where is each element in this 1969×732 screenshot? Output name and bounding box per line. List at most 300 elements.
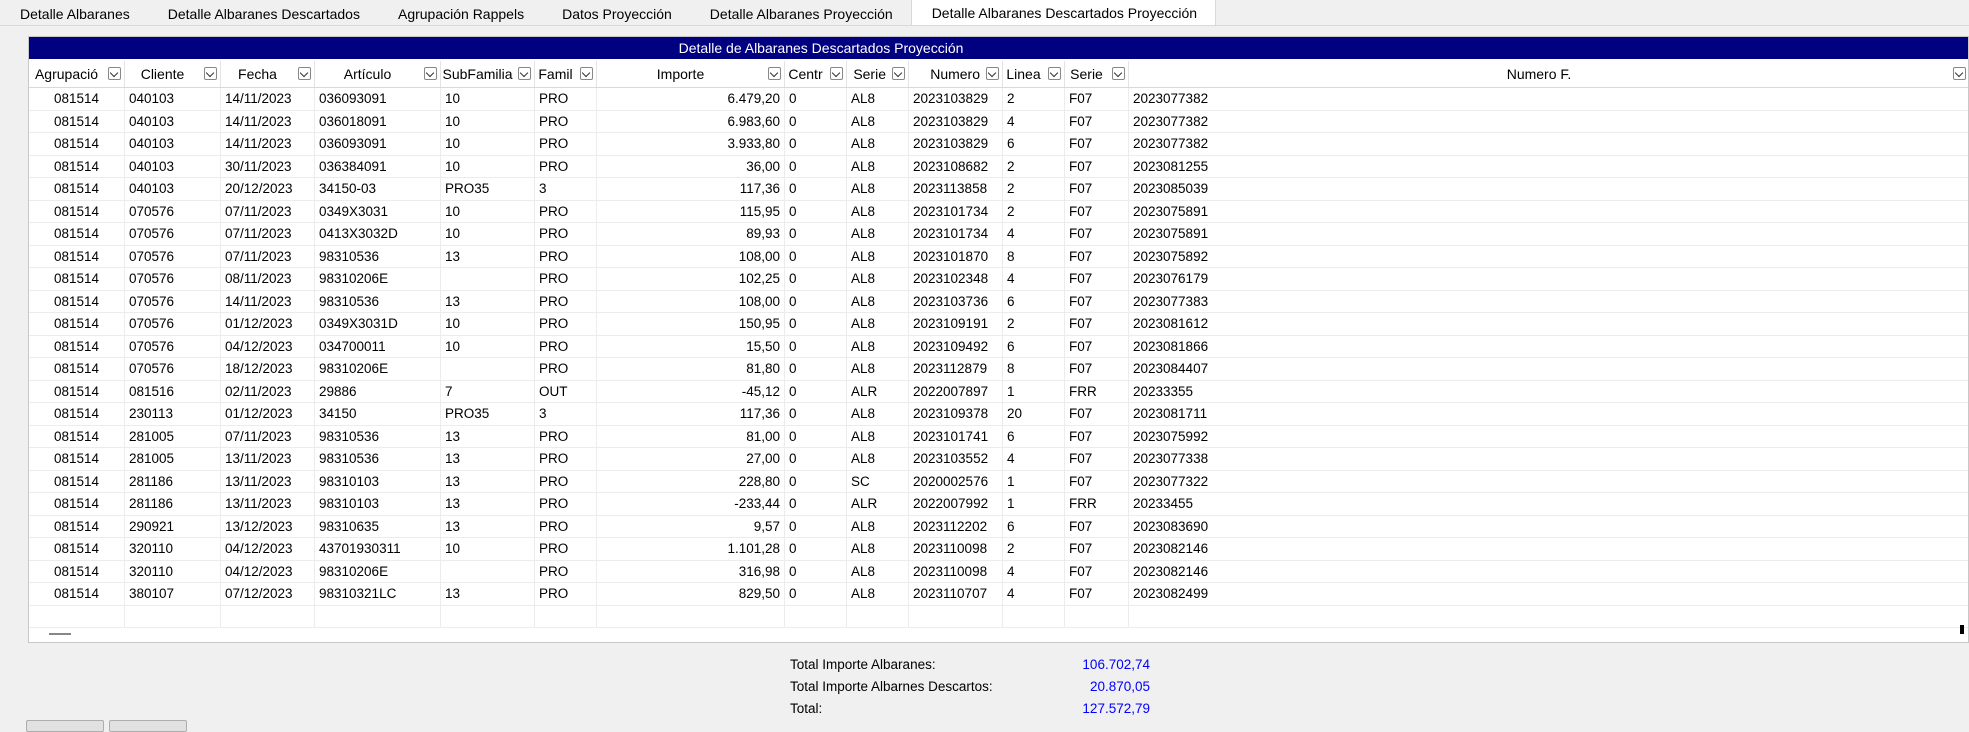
cell-cliente[interactable]: 320110 [125,538,221,561]
cell-numero[interactable]: 2023112879 [909,358,1003,381]
cell-subfamilia[interactable]: 13 [441,426,535,449]
cell-cliente[interactable]: 070576 [125,313,221,336]
cell-cliente[interactable]: 040103 [125,156,221,179]
cell-cliente[interactable]: 070576 [125,223,221,246]
cell-importe[interactable]: 829,50 [597,583,785,606]
cell-linea[interactable]: 2 [1003,313,1065,336]
cell-familia[interactable]: PRO [535,88,597,111]
cell-serie[interactable]: AL8 [847,313,909,336]
tab-5[interactable]: Detalle Albaranes Proyección [709,6,893,22]
grid-body[interactable] [29,88,1968,628]
table-row[interactable] [29,156,1968,179]
cell-articulo[interactable]: 98310103 [315,493,441,516]
cell-articulo[interactable]: 98310206E [315,561,441,584]
cell-serie[interactable]: AL8 [847,583,909,606]
cell-fecha[interactable]: 13/12/2023 [221,516,315,539]
cell-centro[interactable]: 0 [785,246,847,269]
cell-fecha[interactable]: 07/11/2023 [221,426,315,449]
cell-importe[interactable]: 15,50 [597,336,785,359]
cell-articulo[interactable]: 036018091 [315,111,441,134]
cell-centro[interactable]: 0 [785,88,847,111]
cell-centro[interactable]: 0 [785,111,847,134]
cell-numerof[interactable]: 2023077382 [1129,88,1969,111]
cell-importe[interactable]: 81,80 [597,358,785,381]
cell-linea[interactable]: 4 [1003,223,1065,246]
cell-fecha[interactable]: 14/11/2023 [221,88,315,111]
cell-familia[interactable]: PRO [535,313,597,336]
cell-centro[interactable]: 0 [785,201,847,224]
filter-dropdown-icon[interactable] [1048,67,1061,80]
cell-centro[interactable]: 0 [785,268,847,291]
cell-cliente[interactable]: 040103 [125,178,221,201]
cell-linea[interactable]: 20 [1003,403,1065,426]
cell-serief[interactable]: F07 [1065,88,1129,111]
empty-cell[interactable] [1129,606,1969,629]
table-row[interactable] [29,133,1968,156]
empty-cell[interactable] [125,606,221,629]
cell-serie[interactable]: AL8 [847,291,909,314]
table-row[interactable] [29,538,1968,561]
filter-dropdown-icon[interactable] [204,67,217,80]
cell-numero[interactable]: 2023101734 [909,223,1003,246]
cell-serie[interactable]: AL8 [847,156,909,179]
cell-agrupacion[interactable]: 081514 [29,201,125,224]
cell-serief[interactable]: F07 [1065,471,1129,494]
cell-agrupacion[interactable]: 081514 [29,133,125,156]
cell-agrupacion[interactable]: 081514 [29,223,125,246]
cell-numerof[interactable]: 2023082146 [1129,561,1969,584]
cell-cliente[interactable]: 070576 [125,268,221,291]
cell-articulo[interactable]: 0349X3031 [315,201,441,224]
cell-numerof[interactable]: 2023085039 [1129,178,1969,201]
cell-familia[interactable]: PRO [535,201,597,224]
cell-numerof[interactable]: 2023081711 [1129,403,1969,426]
cell-numero[interactable]: 2022007897 [909,381,1003,404]
action-button-2[interactable] [109,720,187,732]
cell-serief[interactable]: F07 [1065,426,1129,449]
cell-subfamilia[interactable]: 10 [441,313,535,336]
tab-2[interactable]: Detalle Albaranes Descartados [167,6,360,22]
table-row[interactable] [29,493,1968,516]
cell-numero[interactable]: 2023110098 [909,538,1003,561]
cell-numerof[interactable]: 2023081612 [1129,313,1969,336]
cell-familia[interactable]: PRO [535,291,597,314]
cell-subfamilia[interactable] [441,358,535,381]
cell-serie[interactable]: AL8 [847,538,909,561]
cell-centro[interactable]: 0 [785,156,847,179]
cell-articulo[interactable]: 98310103 [315,471,441,494]
cell-numerof[interactable]: 2023075891 [1129,223,1969,246]
cell-fecha[interactable]: 07/11/2023 [221,223,315,246]
cell-cliente[interactable]: 070576 [125,246,221,269]
table-row[interactable] [29,88,1968,111]
empty-cell[interactable] [315,606,441,629]
cell-serie[interactable]: AL8 [847,111,909,134]
cell-linea[interactable]: 4 [1003,111,1065,134]
cell-linea[interactable]: 8 [1003,358,1065,381]
cell-numerof[interactable]: 20233355 [1129,381,1969,404]
cell-numero[interactable]: 2023103829 [909,88,1003,111]
cell-serie[interactable]: AL8 [847,201,909,224]
cell-numerof[interactable]: 2023077382 [1129,133,1969,156]
table-row[interactable] [29,381,1968,404]
cell-numero[interactable]: 2023109492 [909,336,1003,359]
cell-numerof[interactable]: 20233455 [1129,493,1969,516]
empty-cell[interactable] [1065,606,1129,629]
cell-cliente[interactable]: 380107 [125,583,221,606]
cell-serief[interactable]: F07 [1065,358,1129,381]
table-row[interactable] [29,336,1968,359]
table-row[interactable] [29,516,1968,539]
action-button-1[interactable] [26,720,104,732]
cell-numerof[interactable]: 2023077322 [1129,471,1969,494]
cell-articulo[interactable]: 0349X3031D [315,313,441,336]
cell-articulo[interactable]: 43701930311 [315,538,441,561]
cell-fecha[interactable]: 18/12/2023 [221,358,315,381]
cell-fecha[interactable]: 14/11/2023 [221,291,315,314]
cell-serief[interactable]: F07 [1065,178,1129,201]
filter-dropdown-icon[interactable] [830,67,843,80]
cell-agrupacion[interactable]: 081514 [29,538,125,561]
cell-numero[interactable]: 2023103552 [909,448,1003,471]
filter-dropdown-icon[interactable] [986,67,999,80]
cell-numerof[interactable]: 2023083690 [1129,516,1969,539]
cell-linea[interactable]: 6 [1003,426,1065,449]
cell-articulo[interactable]: 98310635 [315,516,441,539]
cell-cliente[interactable]: 281005 [125,426,221,449]
cell-numero[interactable]: 2023109191 [909,313,1003,336]
cell-subfamilia[interactable]: 13 [441,493,535,516]
cell-agrupacion[interactable]: 081514 [29,291,125,314]
table-row[interactable] [29,291,1968,314]
column-header-importe[interactable] [597,61,785,87]
cell-familia[interactable]: PRO [535,493,597,516]
cell-linea[interactable]: 4 [1003,561,1065,584]
cell-agrupacion[interactable]: 081514 [29,111,125,134]
cell-subfamilia[interactable]: 13 [441,291,535,314]
empty-cell[interactable] [785,606,847,629]
column-header-centro[interactable] [785,61,847,87]
cell-numero[interactable]: 2022007992 [909,493,1003,516]
table-row[interactable] [29,246,1968,269]
cell-articulo[interactable]: 34150-03 [315,178,441,201]
cell-subfamilia[interactable]: PRO35 [441,403,535,426]
cell-numerof[interactable]: 2023084407 [1129,358,1969,381]
empty-cell[interactable] [221,606,315,629]
cell-agrupacion[interactable]: 081514 [29,448,125,471]
cell-agrupacion[interactable]: 081514 [29,268,125,291]
cell-fecha[interactable]: 13/11/2023 [221,471,315,494]
column-header-serie[interactable] [847,61,909,87]
cell-cliente[interactable]: 281186 [125,471,221,494]
cell-cliente[interactable]: 040103 [125,133,221,156]
cell-familia[interactable]: 3 [535,403,597,426]
cell-importe[interactable]: 36,00 [597,156,785,179]
cell-fecha[interactable]: 13/11/2023 [221,448,315,471]
table-row[interactable] [29,448,1968,471]
table-row[interactable] [29,313,1968,336]
cell-serie[interactable]: AL8 [847,336,909,359]
cell-articulo[interactable]: 036093091 [315,88,441,111]
cell-numero[interactable]: 2023109378 [909,403,1003,426]
table-row[interactable] [29,471,1968,494]
cell-importe[interactable]: 27,00 [597,448,785,471]
cell-linea[interactable]: 2 [1003,201,1065,224]
cell-subfamilia[interactable]: 13 [441,471,535,494]
cell-cliente[interactable]: 281186 [125,493,221,516]
tab-6[interactable]: Detalle Albaranes Descartados Proyección [911,0,1216,26]
cell-importe[interactable]: 6.983,60 [597,111,785,134]
cell-linea[interactable]: 1 [1003,381,1065,404]
cell-importe[interactable]: 108,00 [597,246,785,269]
cell-fecha[interactable]: 07/11/2023 [221,201,315,224]
cell-importe[interactable]: 150,95 [597,313,785,336]
cell-familia[interactable]: PRO [535,336,597,359]
cell-serie[interactable]: AL8 [847,246,909,269]
cell-articulo[interactable]: 98310206E [315,358,441,381]
empty-cell[interactable] [847,606,909,629]
cell-numerof[interactable]: 2023077338 [1129,448,1969,471]
cell-serief[interactable]: F07 [1065,291,1129,314]
cell-numerof[interactable]: 2023077383 [1129,291,1969,314]
cell-numerof[interactable]: 2023075891 [1129,201,1969,224]
cell-numero[interactable]: 2023103829 [909,111,1003,134]
cell-subfamilia[interactable]: 13 [441,516,535,539]
cell-agrupacion[interactable]: 081514 [29,156,125,179]
cell-serief[interactable]: F07 [1065,156,1129,179]
cell-centro[interactable]: 0 [785,133,847,156]
cell-linea[interactable]: 1 [1003,493,1065,516]
cell-familia[interactable]: PRO [535,133,597,156]
cell-linea[interactable]: 6 [1003,516,1065,539]
cell-serie[interactable]: SC [847,471,909,494]
cell-agrupacion[interactable]: 081514 [29,493,125,516]
cell-fecha[interactable]: 13/11/2023 [221,493,315,516]
empty-cell[interactable] [29,606,125,629]
cell-familia[interactable]: PRO [535,358,597,381]
cell-cliente[interactable]: 320110 [125,561,221,584]
cell-numerof[interactable]: 2023075992 [1129,426,1969,449]
empty-cell[interactable] [1003,606,1065,629]
cell-familia[interactable]: PRO [535,223,597,246]
cell-fecha[interactable]: 02/11/2023 [221,381,315,404]
cell-subfamilia[interactable]: 7 [441,381,535,404]
cell-centro[interactable]: 0 [785,381,847,404]
scrollbar-thumb[interactable] [1960,625,1964,634]
cell-linea[interactable]: 4 [1003,583,1065,606]
cell-serie[interactable]: AL8 [847,178,909,201]
cell-subfamilia[interactable]: PRO35 [441,178,535,201]
cell-cliente[interactable]: 040103 [125,88,221,111]
cell-fecha[interactable]: 30/11/2023 [221,156,315,179]
cell-importe[interactable]: -45,12 [597,381,785,404]
cell-serief[interactable]: F07 [1065,201,1129,224]
cell-numerof[interactable]: 2023082146 [1129,538,1969,561]
cell-serie[interactable]: ALR [847,381,909,404]
cell-importe[interactable]: 81,00 [597,426,785,449]
cell-articulo[interactable]: 98310536 [315,291,441,314]
cell-numerof[interactable]: 2023082499 [1129,583,1969,606]
cell-familia[interactable]: PRO [535,156,597,179]
cell-subfamilia[interactable]: 10 [441,336,535,359]
cell-fecha[interactable]: 07/11/2023 [221,246,315,269]
column-header-numerof[interactable] [1129,61,1969,87]
cell-serie[interactable]: AL8 [847,516,909,539]
table-row[interactable] [29,111,1968,134]
cell-familia[interactable]: PRO [535,561,597,584]
cell-agrupacion[interactable]: 081514 [29,403,125,426]
cell-serief[interactable]: F07 [1065,313,1129,336]
cell-agrupacion[interactable]: 081514 [29,313,125,336]
cell-articulo[interactable]: 98310206E [315,268,441,291]
cell-centro[interactable]: 0 [785,291,847,314]
filter-dropdown-icon[interactable] [424,67,437,80]
column-header-serief[interactable] [1065,61,1129,87]
empty-cell[interactable] [535,606,597,629]
cell-serief[interactable]: F07 [1065,448,1129,471]
cell-subfamilia[interactable]: 10 [441,88,535,111]
cell-subfamilia[interactable]: 10 [441,111,535,134]
cell-familia[interactable]: PRO [535,471,597,494]
cell-subfamilia[interactable] [441,561,535,584]
filter-dropdown-icon[interactable] [108,67,121,80]
cell-cliente[interactable]: 081516 [125,381,221,404]
filter-dropdown-icon[interactable] [1112,67,1125,80]
cell-serief[interactable]: FRR [1065,381,1129,404]
tab-4[interactable]: Datos Proyección [562,6,672,22]
cell-numerof[interactable]: 2023076179 [1129,268,1969,291]
cell-centro[interactable]: 0 [785,426,847,449]
column-header-agrupacion[interactable] [29,61,125,87]
cell-subfamilia[interactable]: 13 [441,583,535,606]
table-row[interactable] [29,268,1968,291]
cell-linea[interactable]: 6 [1003,291,1065,314]
cell-agrupacion[interactable]: 081514 [29,426,125,449]
cell-familia[interactable]: PRO [535,516,597,539]
cell-centro[interactable]: 0 [785,516,847,539]
cell-agrupacion[interactable]: 081514 [29,358,125,381]
column-header-familia[interactable] [535,61,597,87]
cell-agrupacion[interactable]: 081514 [29,178,125,201]
cell-importe[interactable]: 316,98 [597,561,785,584]
cell-importe[interactable]: -233,44 [597,493,785,516]
cell-fecha[interactable]: 04/12/2023 [221,561,315,584]
cell-familia[interactable]: 3 [535,178,597,201]
column-header-articulo[interactable] [315,61,441,87]
cell-cliente[interactable]: 070576 [125,358,221,381]
cell-cliente[interactable]: 290921 [125,516,221,539]
cell-serie[interactable]: AL8 [847,426,909,449]
column-header-linea[interactable] [1003,61,1065,87]
cell-linea[interactable]: 2 [1003,538,1065,561]
cell-numerof[interactable]: 2023081255 [1129,156,1969,179]
table-row[interactable] [29,403,1968,426]
cell-centro[interactable]: 0 [785,538,847,561]
cell-articulo[interactable]: 98310536 [315,448,441,471]
cell-agrupacion[interactable]: 081514 [29,246,125,269]
filter-dropdown-icon[interactable] [1953,67,1966,80]
cell-agrupacion[interactable]: 081514 [29,583,125,606]
cell-serie[interactable]: ALR [847,493,909,516]
cell-centro[interactable]: 0 [785,336,847,359]
cell-fecha[interactable]: 07/12/2023 [221,583,315,606]
table-row[interactable] [29,201,1968,224]
filter-dropdown-icon[interactable] [298,67,311,80]
cell-numero[interactable]: 2023110707 [909,583,1003,606]
cell-cliente[interactable]: 281005 [125,448,221,471]
cell-importe[interactable]: 117,36 [597,403,785,426]
cell-numero[interactable]: 2023113858 [909,178,1003,201]
empty-cell[interactable] [909,606,1003,629]
cell-familia[interactable]: PRO [535,583,597,606]
cell-numero[interactable]: 2023112202 [909,516,1003,539]
cell-linea[interactable]: 8 [1003,246,1065,269]
table-row[interactable] [29,223,1968,246]
cell-numero[interactable]: 2023101741 [909,426,1003,449]
cell-agrupacion[interactable]: 081514 [29,471,125,494]
cell-cliente[interactable]: 070576 [125,291,221,314]
cell-subfamilia[interactable]: 13 [441,448,535,471]
empty-cell[interactable] [441,606,535,629]
cell-fecha[interactable]: 08/11/2023 [221,268,315,291]
cell-serie[interactable]: AL8 [847,268,909,291]
cell-articulo[interactable]: 036093091 [315,133,441,156]
cell-serief[interactable]: F07 [1065,583,1129,606]
cell-importe[interactable]: 3.933,80 [597,133,785,156]
cell-cliente[interactable]: 230113 [125,403,221,426]
cell-familia[interactable]: PRO [535,268,597,291]
cell-centro[interactable]: 0 [785,403,847,426]
column-header-numero[interactable] [909,61,1003,87]
cell-numero[interactable]: 2023101870 [909,246,1003,269]
cell-serie[interactable]: AL8 [847,561,909,584]
table-row[interactable] [29,358,1968,381]
filter-dropdown-icon[interactable] [580,67,593,80]
cell-serief[interactable]: F07 [1065,246,1129,269]
cell-numerof[interactable]: 2023077382 [1129,111,1969,134]
cell-linea[interactable]: 2 [1003,178,1065,201]
cell-serief[interactable]: F07 [1065,336,1129,359]
cell-articulo[interactable]: 98310536 [315,246,441,269]
cell-fecha[interactable]: 01/12/2023 [221,403,315,426]
cell-linea[interactable]: 6 [1003,133,1065,156]
cell-numero[interactable]: 2023101734 [909,201,1003,224]
cell-articulo[interactable]: 036384091 [315,156,441,179]
cell-subfamilia[interactable]: 13 [441,246,535,269]
cell-numero[interactable]: 2023110098 [909,561,1003,584]
cell-numero[interactable]: 2023103736 [909,291,1003,314]
cell-subfamilia[interactable]: 10 [441,201,535,224]
cell-linea[interactable]: 4 [1003,268,1065,291]
cell-subfamilia[interactable]: 10 [441,133,535,156]
cell-centro[interactable]: 0 [785,471,847,494]
table-row[interactable] [29,583,1968,606]
filter-dropdown-icon[interactable] [892,67,905,80]
cell-importe[interactable]: 115,95 [597,201,785,224]
cell-articulo[interactable]: 034700011 [315,336,441,359]
cell-agrupacion[interactable]: 081514 [29,336,125,359]
cell-serie[interactable]: AL8 [847,403,909,426]
cell-serief[interactable]: F07 [1065,111,1129,134]
cell-serief[interactable]: F07 [1065,516,1129,539]
cell-importe[interactable]: 1.101,28 [597,538,785,561]
cell-articulo[interactable]: 98310321LC [315,583,441,606]
cell-centro[interactable]: 0 [785,493,847,516]
cell-articulo[interactable]: 0413X3032D [315,223,441,246]
cell-agrupacion[interactable]: 081514 [29,516,125,539]
cell-agrupacion[interactable]: 081514 [29,88,125,111]
cell-linea[interactable]: 6 [1003,336,1065,359]
